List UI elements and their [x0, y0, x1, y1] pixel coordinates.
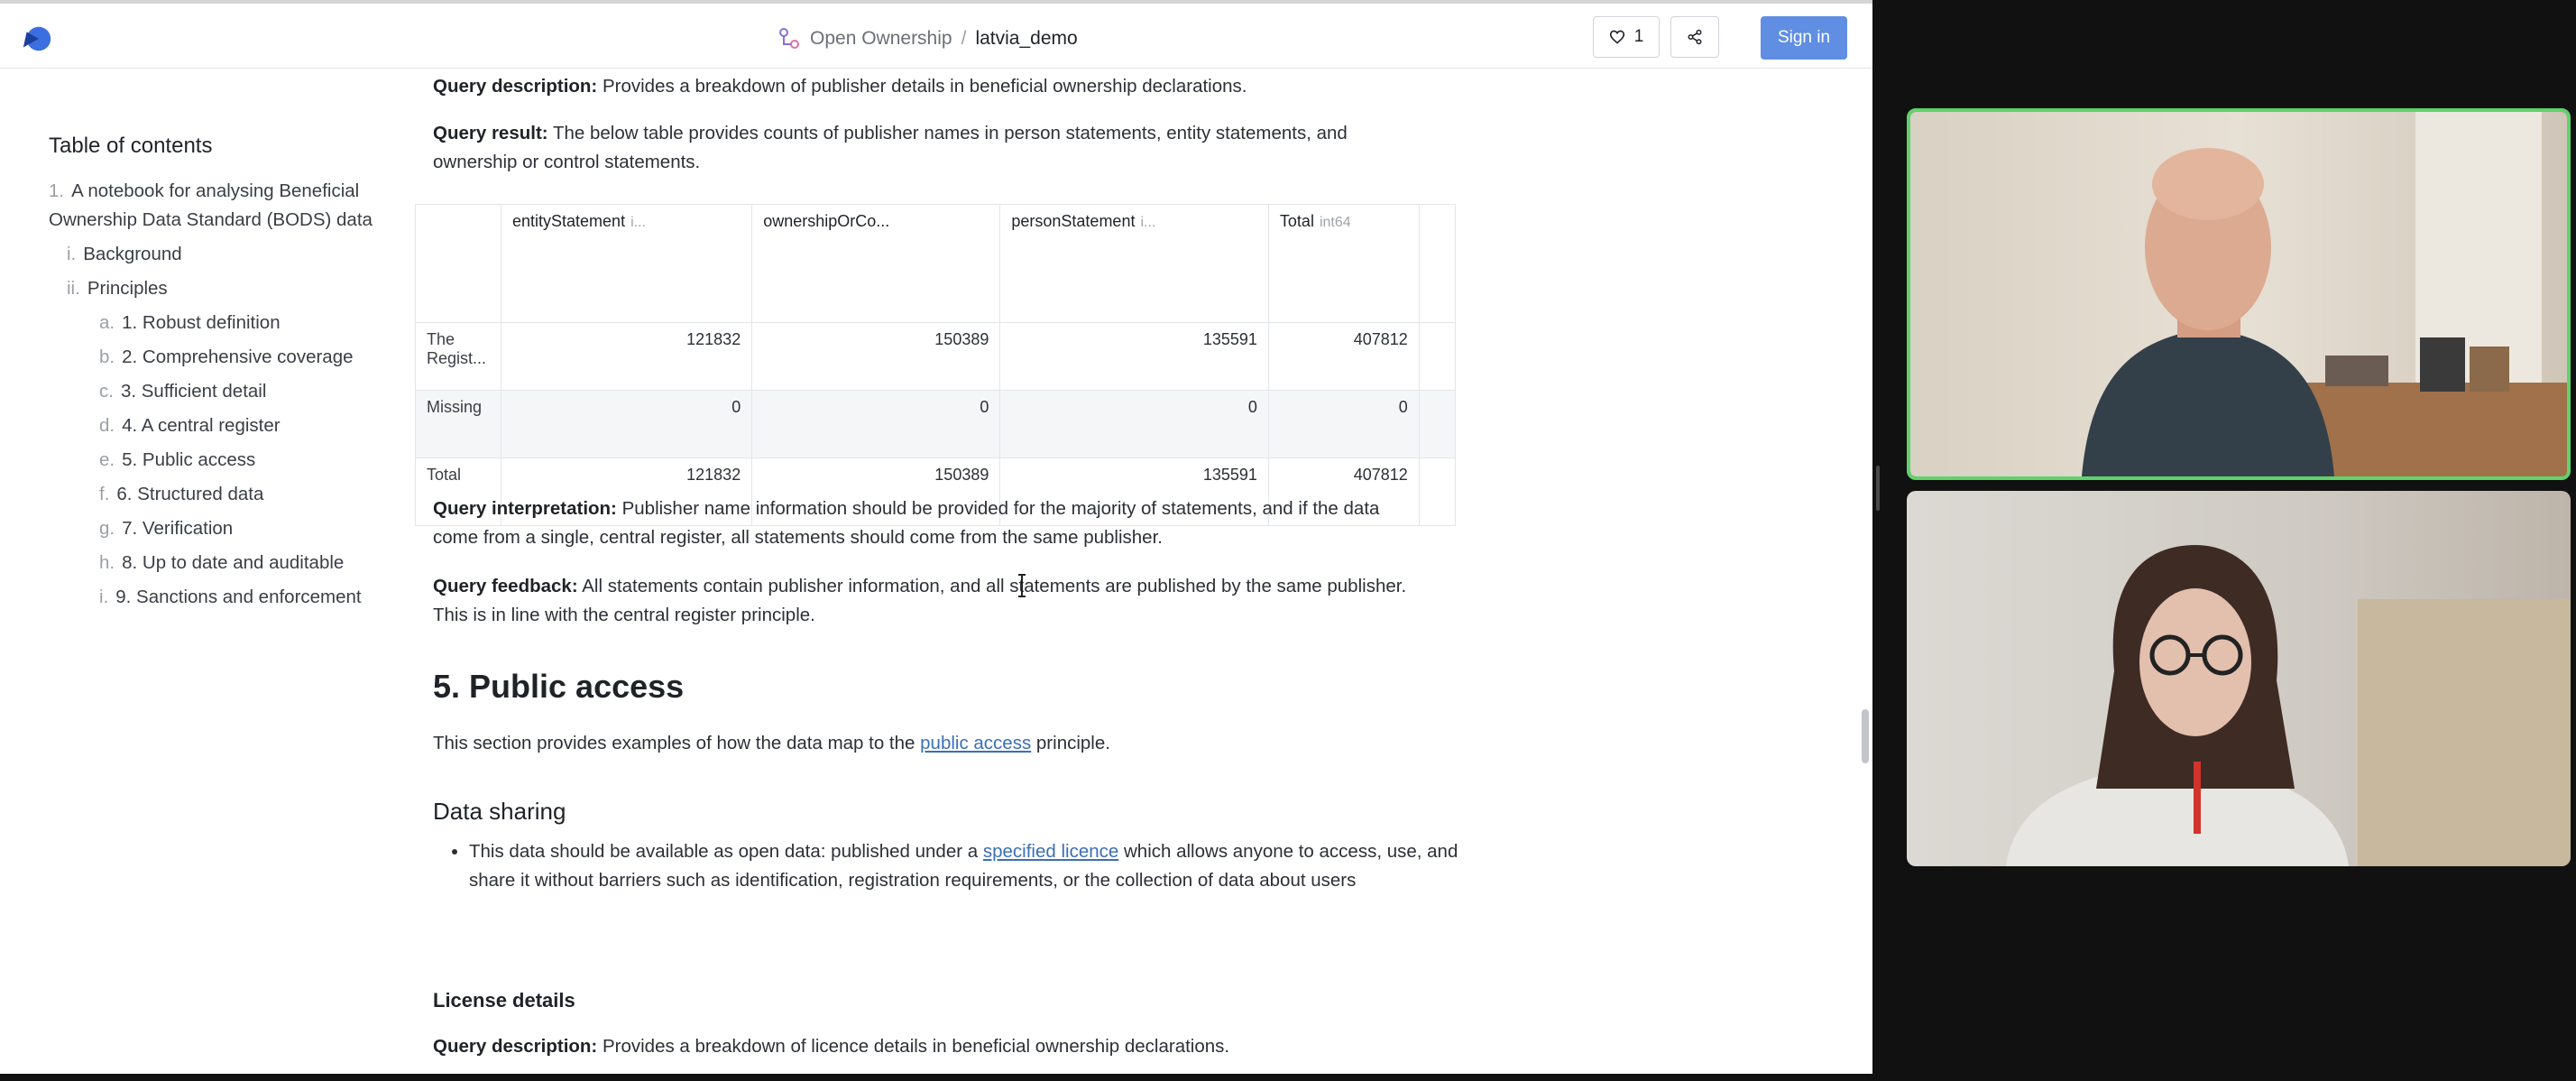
publisher-table[interactable] — [415, 204, 1456, 526]
share-button[interactable] — [1670, 16, 1719, 58]
table-cell: 0 — [501, 391, 752, 458]
table-cell: 135591 — [1000, 458, 1269, 526]
query-description-2 — [433, 1032, 1425, 1061]
public-access-link[interactable]: public access — [920, 733, 1032, 753]
section-heading: 5. Public access — [433, 668, 685, 705]
toc-item-label: 2. Comprehensive coverage — [122, 346, 354, 367]
query-description-text: Provides a breakdown of licence details in beneficial ownership declarations. — [602, 1036, 1230, 1057]
row-label: Total — [416, 458, 501, 526]
column-name: ownershipOrCo... — [763, 212, 890, 230]
table-filler-cell — [1419, 391, 1455, 458]
toc-item-label: A notebook for analysing Beneficial Ownership Data Standard (BODS) data — [49, 180, 373, 230]
column-header[interactable] — [1000, 205, 1269, 323]
heart-icon — [1609, 30, 1625, 44]
column-dtype: i... — [1140, 215, 1156, 230]
query-feedback-label: Query feedback: — [433, 576, 578, 596]
column-dtype: i... — [630, 215, 646, 230]
toc-item-number: c. — [99, 381, 114, 402]
column-name: Total — [1279, 212, 1314, 230]
section-intro-text-end: principle. — [1035, 733, 1110, 753]
table-cell: 150389 — [752, 323, 1000, 391]
table-cell: 135591 — [1000, 323, 1269, 391]
table-filler-column — [1419, 205, 1455, 323]
table-of-contents — [49, 134, 391, 617]
toc-item-label: 9. Sanctions and enforcement — [115, 587, 362, 607]
toc-item-up-to-date[interactable] — [49, 549, 391, 577]
column-header[interactable] — [1268, 205, 1419, 323]
column-name: entityStatement — [512, 212, 626, 230]
like-count: 1 — [1633, 27, 1644, 46]
share-icon — [1687, 29, 1703, 45]
vertical-scrollbar[interactable] — [1862, 709, 1869, 763]
table-row — [416, 323, 1456, 391]
toc-item-number: e. — [99, 449, 115, 470]
bullet-text: This data should be available as open data: published under a — [469, 841, 979, 862]
table-cell: 150389 — [752, 458, 1000, 526]
table-cell: 0 — [1268, 391, 1419, 458]
toc-item-number: d. — [99, 415, 115, 436]
toc-item-number: g. — [99, 518, 115, 539]
toc-item-notebook-intro[interactable] — [49, 177, 391, 235]
bullet-list — [433, 837, 1470, 895]
bullet-text-end: which allows anyone to access, use, and share it without barriers such as identification, registration requirements, or the collection of data about users — [469, 841, 1458, 891]
query-description — [433, 72, 1425, 101]
section-intro — [433, 729, 1425, 758]
toc-item-number: i. — [67, 244, 77, 264]
list-item — [469, 837, 1470, 895]
toc-item-label: 1. Robust definition — [122, 312, 281, 333]
toc-item-sufficient-detail[interactable] — [49, 377, 391, 406]
toc-item-label: 5. Public access — [122, 449, 256, 470]
column-header[interactable] — [752, 205, 1000, 323]
toc-item-comprehensive-coverage[interactable] — [49, 343, 391, 372]
column-name: personStatement — [1011, 212, 1136, 230]
table-cell: 0 — [752, 391, 1000, 458]
toc-item-label: 4. A central register — [122, 415, 281, 436]
toc-title: Table of contents — [49, 134, 213, 158]
section-intro-text: This section provides examples of how the data map to the — [433, 733, 915, 753]
sign-in-button[interactable]: Sign in — [1761, 16, 1847, 60]
toc-item-number: f. — [99, 484, 110, 504]
query-description-text: Provides a breakdown of publisher details in beneficial ownership declarations. — [602, 76, 1247, 97]
breadcrumb — [777, 23, 1078, 54]
toc-item-verification[interactable] — [49, 514, 391, 543]
toc-item-principles[interactable] — [49, 274, 391, 303]
table-index-header — [416, 205, 501, 323]
toc-item-number: h. — [99, 552, 115, 573]
query-result-text: The below table provides counts of publisher names in person statements, entity statements, and ownership or control statements. — [433, 123, 1348, 172]
table-cell: 407812 — [1268, 323, 1419, 391]
license-details-heading: License details — [433, 989, 575, 1012]
toc-item-number: i. — [99, 587, 109, 607]
table-cell: 407812 — [1268, 458, 1419, 526]
participant-video — [1910, 112, 2567, 476]
column-header[interactable] — [501, 205, 752, 323]
toc-item-structured-data[interactable] — [49, 480, 391, 509]
table-cell: 121832 — [501, 458, 752, 526]
panel-resize-handle[interactable] — [1876, 466, 1880, 511]
query-result — [433, 119, 1425, 177]
like-button[interactable] — [1593, 16, 1660, 58]
toc-item-sanctions[interactable] — [49, 583, 391, 612]
table-cell: 121832 — [501, 323, 752, 391]
query-description-label: Query description: — [433, 76, 598, 97]
deepnote-logo-icon[interactable] — [20, 22, 54, 56]
toc-item-label: 3. Sufficient detail — [120, 381, 267, 402]
query-description-label: Query description: — [433, 1036, 598, 1057]
toc-item-label: 6. Structured data — [116, 484, 264, 504]
query-feedback — [433, 572, 1425, 630]
query-feedback-text: All statements contain publisher information, and all statements are published by the same publisher. This is in line with the central register principle. — [433, 576, 1407, 625]
toc-item-label: Background — [83, 244, 182, 264]
query-interpretation — [433, 494, 1425, 552]
top-bar — [0, 0, 1872, 69]
toc-item-number: a. — [99, 312, 115, 333]
toc-item-number: 1. — [49, 180, 65, 201]
video-tile-speaker-2[interactable] — [1907, 491, 2571, 866]
table-row — [416, 391, 1456, 458]
toc-item-background[interactable] — [49, 240, 391, 269]
toc-item-robust-definition[interactable] — [49, 309, 391, 337]
column-dtype: int64 — [1319, 215, 1351, 230]
table-filler-cell — [1419, 323, 1455, 391]
workspace-icon — [777, 27, 801, 51]
toc-item-public-access[interactable] — [49, 446, 391, 475]
breadcrumb-separator: / — [961, 28, 967, 49]
participant-video — [1907, 491, 2571, 866]
text-cursor-icon — [1017, 574, 1026, 597]
specified-licence-link[interactable]: specified licence — [982, 841, 1119, 862]
toc-item-label: 7. Verification — [122, 518, 234, 539]
workspace-link[interactable]: Open Ownership — [810, 28, 952, 49]
toc-item-central-register[interactable] — [49, 411, 391, 440]
notebook-title[interactable]: latvia_demo — [975, 28, 1078, 49]
row-label: The Regist... — [416, 323, 501, 391]
toc-item-number: ii. — [67, 278, 80, 299]
row-label: Missing — [416, 391, 501, 458]
subheading-data-sharing: Data sharing — [433, 798, 566, 825]
table-header-row — [416, 205, 1456, 323]
query-interpretation-label: Query interpretation: — [433, 498, 617, 519]
query-interpretation-text: Publisher name information should be provided for the majority of statements, and if the data come from a single, central register, all statements should come from the same publisher. — [433, 498, 1380, 548]
toc-item-number: b. — [99, 346, 115, 367]
toc-item-label: 8. Up to date and auditable — [122, 552, 345, 573]
toc-item-label: Principles — [87, 278, 168, 299]
query-result-label: Query result: — [433, 123, 548, 143]
video-tile-speaker-1[interactable] — [1907, 108, 2571, 480]
table-cell: 0 — [1000, 391, 1269, 458]
